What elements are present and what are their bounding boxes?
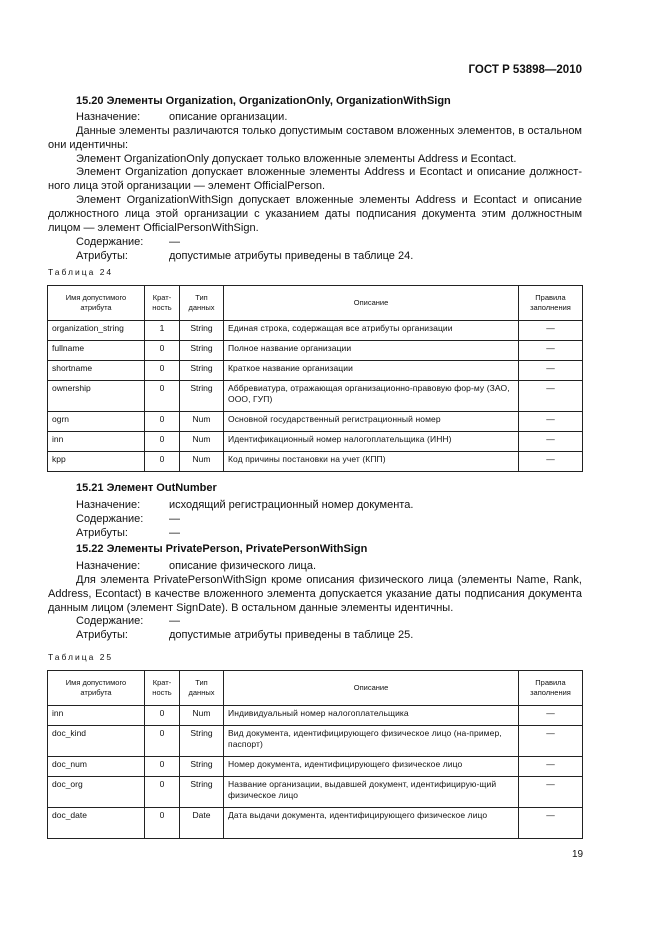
cell-attribute-name: doc_org <box>48 777 145 808</box>
content-label: Содержание: <box>76 513 144 525</box>
table-row <box>48 381 583 412</box>
cell-multiplicity: 0 <box>145 777 180 808</box>
cell-fill-rules: — <box>519 808 583 839</box>
cell-description: Дата выдачи документа, идентифицирующего физическое лицо <box>224 808 519 839</box>
attributes-label: Атрибуты: <box>76 250 128 262</box>
purpose-label: Назначение: <box>76 111 141 123</box>
cell-fill-rules: — <box>519 321 583 341</box>
cell-multiplicity: 1 <box>145 321 180 341</box>
paragraph-line <box>48 124 582 138</box>
section-15-20-heading: 15.20 Элементы Organization, OrganizationOnly, OrganizationWithSign <box>76 95 451 107</box>
table-row <box>48 341 583 361</box>
cell-description: Полное название организации <box>224 341 519 361</box>
column-header: Правила заполнения <box>519 671 583 706</box>
cell-multiplicity: 0 <box>145 452 180 472</box>
cell-description: Единая строка, содержащая все атрибуты организации <box>224 321 519 341</box>
table-row <box>48 361 583 381</box>
table-row <box>48 412 583 432</box>
paragraph-line: Элемент OrganizationOnly допускает только вложенные элементы Address и Econtact. <box>76 153 517 165</box>
paragraph-line: лицом — элемент OfficialPersonWithSign. <box>48 222 259 234</box>
table-24-caption: Таблица 24 <box>48 267 114 277</box>
cell-data-type: Num <box>180 432 224 452</box>
table-row <box>48 808 583 839</box>
cell-attribute-name: ogrn <box>48 412 145 432</box>
paragraph-text: Address, Econtact) в качестве вложенного элемента допускается указание даты подписания документа <box>48 588 582 600</box>
content-value: — <box>169 615 180 627</box>
purpose-value: описание физического лица. <box>169 560 316 572</box>
cell-data-type: String <box>180 726 224 757</box>
cell-description: Идентификационный номер налогоплательщика (ИНН) <box>224 432 519 452</box>
cell-data-type: Num <box>180 706 224 726</box>
cell-description: Номер документа, идентифицирующего физическое лицо <box>224 757 519 777</box>
paragraph-line <box>48 587 582 601</box>
cell-multiplicity: 0 <box>145 757 180 777</box>
attributes-label: Атрибуты: <box>76 629 128 641</box>
cell-attribute-name: organization_string <box>48 321 145 341</box>
purpose-value: исходящий регистрационный номер документа. <box>169 499 414 511</box>
paragraph-line: ного лица этой организации — элемент OfficialPerson. <box>48 180 326 192</box>
content-value: — <box>169 513 180 525</box>
table-header-row <box>48 286 583 321</box>
cell-attribute-name: shortname <box>48 361 145 381</box>
cell-data-type: Date <box>180 808 224 839</box>
table-header-row <box>48 671 583 706</box>
column-header: Тип данных <box>180 286 224 321</box>
column-header: Крат-ность <box>145 671 180 706</box>
cell-fill-rules: — <box>519 381 583 412</box>
cell-fill-rules: — <box>519 361 583 381</box>
cell-description: Название организации, выдавшей документ, идентифицирую-щий физическое лицо <box>224 777 519 808</box>
cell-fill-rules: — <box>519 706 583 726</box>
paragraph-text: Для элемента PrivatePersonWithSign кроме описания физического лица (элементы Name, Rank, <box>76 574 582 586</box>
paragraph-line <box>48 193 582 207</box>
cell-multiplicity: 0 <box>145 381 180 412</box>
cell-fill-rules: — <box>519 341 583 361</box>
cell-fill-rules: — <box>519 412 583 432</box>
table-row <box>48 432 583 452</box>
cell-attribute-name: fullname <box>48 341 145 361</box>
paragraph-line <box>48 165 582 179</box>
content-label: Содержание: <box>76 236 144 248</box>
paragraph-text: Элемент OrganizationWithSign допускает вложенные элементы Address и Econtact и описание <box>76 194 582 206</box>
content-value: — <box>169 236 180 248</box>
column-header: Крат-ность <box>145 286 180 321</box>
cell-attribute-name: ownership <box>48 381 145 412</box>
purpose-value: описание организации. <box>169 111 288 123</box>
table-row <box>48 757 583 777</box>
paragraph-line <box>48 207 582 221</box>
cell-multiplicity: 0 <box>145 808 180 839</box>
cell-description: Код причины постановки на учет (КПП) <box>224 452 519 472</box>
document-standard-title: ГОСТ Р 53898—2010 <box>468 64 582 76</box>
cell-description: Аббревиатура, отражающая организационно-правовую фор-му (ЗАО, ООО, ГУП) <box>224 381 519 412</box>
cell-fill-rules: — <box>519 726 583 757</box>
attributes-label: Атрибуты: <box>76 527 128 539</box>
attributes-value: допустимые атрибуты приведены в таблице 25. <box>169 629 414 641</box>
cell-multiplicity: 0 <box>145 432 180 452</box>
section-15-21-heading: 15.21 Элемент OutNumber <box>76 482 217 494</box>
table-25 <box>47 670 583 839</box>
cell-data-type: Num <box>180 412 224 432</box>
cell-fill-rules: — <box>519 452 583 472</box>
purpose-label: Назначение: <box>76 499 141 511</box>
content-label: Содержание: <box>76 615 144 627</box>
paragraph-line: данным лицом (элемент SignDate). В остальном данные элементы идентичны. <box>48 602 454 614</box>
cell-description: Вид документа, идентифицирующего физическое лицо (на-пример, паспорт) <box>224 726 519 757</box>
cell-description: Индивидуальный номер налогоплательщика <box>224 706 519 726</box>
paragraph-line: они идентичны: <box>48 139 129 151</box>
paragraph-line <box>48 573 582 587</box>
paragraph-text: Данные элементы различаются только допустимым составом вложенных элементов, в остальном <box>76 125 582 137</box>
cell-attribute-name: inn <box>48 706 145 726</box>
cell-data-type: String <box>180 777 224 808</box>
cell-attribute-name: inn <box>48 432 145 452</box>
cell-data-type: Num <box>180 452 224 472</box>
cell-multiplicity: 0 <box>145 361 180 381</box>
cell-data-type: String <box>180 341 224 361</box>
cell-fill-rules: — <box>519 777 583 808</box>
cell-data-type: String <box>180 757 224 777</box>
table-row <box>48 321 583 341</box>
cell-attribute-name: kpp <box>48 452 145 472</box>
cell-attribute-name: doc_date <box>48 808 145 839</box>
cell-attribute-name: doc_kind <box>48 726 145 757</box>
cell-data-type: String <box>180 361 224 381</box>
attributes-value: — <box>169 527 180 539</box>
page-number: 19 <box>572 849 584 860</box>
cell-multiplicity: 0 <box>145 706 180 726</box>
cell-multiplicity: 0 <box>145 341 180 361</box>
cell-description: Основной государственный регистрационный номер <box>224 412 519 432</box>
table-25-caption: Таблица 25 <box>48 652 114 662</box>
table-row <box>48 452 583 472</box>
cell-fill-rules: — <box>519 432 583 452</box>
column-header: Имя допустимого атрибута <box>48 286 145 321</box>
cell-multiplicity: 0 <box>145 412 180 432</box>
cell-attribute-name: doc_num <box>48 757 145 777</box>
paragraph-text: Элемент Organization допускает вложенные элементы Address и Econtact и описание должност- <box>76 166 582 178</box>
column-header: Тип данных <box>180 671 224 706</box>
purpose-label: Назначение: <box>76 560 141 572</box>
column-header: Имя допустимого атрибута <box>48 671 145 706</box>
attributes-value: допустимые атрибуты приведены в таблице 24. <box>169 250 414 262</box>
table-row <box>48 726 583 757</box>
table-row <box>48 777 583 808</box>
table-row <box>48 706 583 726</box>
cell-fill-rules: — <box>519 757 583 777</box>
column-header: Описание <box>224 286 519 321</box>
table-24 <box>47 285 583 472</box>
cell-multiplicity: 0 <box>145 726 180 757</box>
paragraph-text: должностного лица этой организации с указанием даты подписания документа этим должностным <box>48 208 582 220</box>
column-header: Описание <box>224 671 519 706</box>
cell-description: Краткое название организации <box>224 361 519 381</box>
section-15-22-heading: 15.22 Элементы PrivatePerson, PrivatePersonWithSign <box>76 543 368 555</box>
cell-data-type: String <box>180 381 224 412</box>
column-header: Правила заполнения <box>519 286 583 321</box>
cell-data-type: String <box>180 321 224 341</box>
